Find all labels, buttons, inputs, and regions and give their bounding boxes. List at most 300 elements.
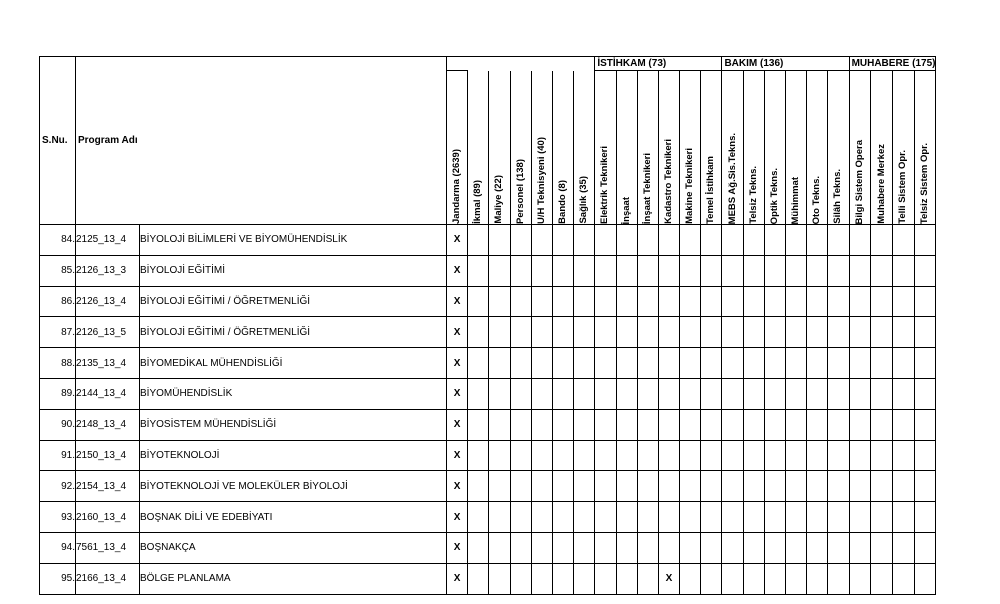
mark-cell [468,378,489,409]
column-header-label: Jandarma (2639) [451,149,463,224]
mark-cell [893,378,915,409]
mark-cell [914,378,936,409]
mark-cell [552,440,573,471]
column-header-label: Personel (138) [514,159,526,224]
mark-cell [574,409,595,440]
mark-cell [764,317,785,348]
mark-cell [743,348,764,379]
column-header-11 [680,71,701,225]
mark-cell [680,471,701,502]
mark-cell [680,502,701,533]
column-header-13 [722,71,743,225]
mark-cell [574,532,595,563]
table-row [40,471,936,502]
mark-cell [743,317,764,348]
group-header-2: MUHABERE (175) [849,57,936,71]
mark-cell [510,286,531,317]
mark-cell [574,225,595,256]
mark-cell [468,286,489,317]
mark-cell [701,317,722,348]
mark-cell [828,225,849,256]
column-header-16 [786,71,807,225]
program-name: BOŞNAK DİLİ VE EDEBİYATI [140,502,447,533]
mark-cell [637,286,658,317]
mark-cell [871,317,893,348]
mark-cell [722,440,743,471]
program-name: BİYOSİSTEM MÜHENDİSLİĞİ [140,409,447,440]
row-number: 87. [40,317,76,348]
mark-cell [722,255,743,286]
program-name: BİYOMEDİKAL MÜHENDİSLİĞİ [140,348,447,379]
mark-cell [914,286,936,317]
mark-cell [510,255,531,286]
mark-cell [574,471,595,502]
mark-cell [489,409,510,440]
mark-cell [616,563,637,594]
column-header-label: Bilgi Sistem Opera [853,139,865,224]
group-header-blank [447,57,595,71]
mark-cell [701,563,722,594]
mark-cell [807,286,828,317]
table-row [40,378,936,409]
program-code: 2166_13_4 [76,563,140,594]
column-header-label: İnşaat [620,196,632,224]
mark-cell [701,255,722,286]
mark-cell [595,409,616,440]
mark-cell [807,502,828,533]
program-name: BİYOLOJİ EĞİTİMİ [140,255,447,286]
mark-cell [616,286,637,317]
mark-cell [786,563,807,594]
mark-cell [786,317,807,348]
mark-cell [680,348,701,379]
mark-cell-checked: X [447,502,468,533]
mark-cell [637,225,658,256]
column-header-4 [531,71,552,225]
program-code: 2150_13_4 [76,440,140,471]
mark-cell [764,255,785,286]
mark-cell [722,348,743,379]
row-number: 91. [40,440,76,471]
mark-cell [871,225,893,256]
column-header-label: Telsiz Tekns. [747,166,759,224]
mark-cell [468,317,489,348]
mark-cell-checked: X [447,317,468,348]
mark-cell [722,317,743,348]
mark-cell [764,286,785,317]
mark-cell [552,348,573,379]
mark-cell [764,225,785,256]
column-header-label: İkmal (89) [472,180,484,224]
mark-cell [828,348,849,379]
program-name: BİYOLOJİ EĞİTİMİ / ÖĞRETMENLİĞİ [140,317,447,348]
mark-cell [531,532,552,563]
row-number: 95. [40,563,76,594]
mark-cell-checked: X [447,225,468,256]
mark-cell [658,378,679,409]
mark-cell [658,286,679,317]
mark-cell [680,532,701,563]
column-header-label: Optik Tekns. [768,167,780,224]
program-code: 7561_13_4 [76,532,140,563]
mark-cell [489,286,510,317]
column-header-18 [828,71,849,225]
mark-cell [468,471,489,502]
mark-cell-checked: X [447,378,468,409]
mark-cell [786,502,807,533]
mark-cell [468,225,489,256]
mark-cell [658,471,679,502]
mark-cell [510,502,531,533]
mark-cell [807,532,828,563]
mark-cell [574,255,595,286]
mark-cell [871,409,893,440]
mark-cell [849,502,871,533]
mark-cell [893,440,915,471]
program-name: BÖLGE PLANLAMA [140,563,447,594]
mark-cell-checked: X [447,563,468,594]
mark-cell [552,532,573,563]
mark-cell [489,471,510,502]
mark-cell [893,409,915,440]
mark-cell [595,532,616,563]
mark-cell [828,317,849,348]
mark-cell [786,471,807,502]
mark-cell [828,563,849,594]
mark-cell [595,286,616,317]
row-number: 89. [40,378,76,409]
column-header-label: Temel İstihkam [705,156,717,224]
mark-cell [637,471,658,502]
mark-cell [849,563,871,594]
mark-cell [786,286,807,317]
mark-cell [595,471,616,502]
column-header-label: Telli Sistem Opr. [897,150,909,224]
table-row [40,348,936,379]
mark-cell [680,409,701,440]
program-code: 2135_13_4 [76,348,140,379]
mark-cell [552,255,573,286]
mark-cell [871,378,893,409]
mark-cell [893,471,915,502]
program-code: 2148_13_4 [76,409,140,440]
mark-cell [849,348,871,379]
program-name-header: Program Adı [76,57,447,225]
mark-cell [849,471,871,502]
mark-cell [701,225,722,256]
mark-cell [489,563,510,594]
mark-cell [914,563,936,594]
mark-cell [828,471,849,502]
mark-cell [786,532,807,563]
program-name: BOŞNAKÇA [140,532,447,563]
table-row [40,502,936,533]
mark-cell [574,502,595,533]
mark-cell [616,532,637,563]
mark-cell [764,532,785,563]
mark-cell [807,255,828,286]
mark-cell [743,471,764,502]
mark-cell [871,563,893,594]
mark-cell [468,348,489,379]
mark-cell [531,348,552,379]
mark-cell-checked: X [658,563,679,594]
mark-cell [914,317,936,348]
mark-cell [468,563,489,594]
column-header-label: Silâh Tekns. [832,169,844,224]
mark-cell [722,563,743,594]
mark-cell [510,225,531,256]
mark-cell [468,409,489,440]
mark-cell [828,378,849,409]
column-header-9 [637,71,658,225]
sno-header: S.Nu. [40,57,76,225]
mark-cell [828,440,849,471]
mark-cell [849,225,871,256]
program-code: 2154_13_4 [76,471,140,502]
row-number: 94. [40,532,76,563]
mark-cell [574,348,595,379]
column-header-label: Muhabere Merkez [875,144,887,224]
column-header-17 [807,71,828,225]
mark-cell [893,532,915,563]
mark-cell [807,440,828,471]
mark-cell [574,378,595,409]
mark-cell [510,563,531,594]
mark-cell [807,225,828,256]
program-code: 2126_13_5 [76,317,140,348]
mark-cell [893,225,915,256]
mark-cell [743,532,764,563]
mark-cell [595,563,616,594]
mark-cell [510,440,531,471]
mark-cell [680,563,701,594]
column-header-label: İnşaat Teknikeri [641,152,653,224]
column-header-21 [893,71,915,225]
mark-cell [489,532,510,563]
column-header-3 [510,71,531,225]
mark-cell [595,317,616,348]
table-row [40,255,936,286]
table-row [40,286,936,317]
column-header-label: Mühimmat [790,176,802,224]
mark-cell [722,471,743,502]
row-number: 86. [40,286,76,317]
mark-cell [531,563,552,594]
mark-cell [510,378,531,409]
mark-cell [743,440,764,471]
mark-cell [680,440,701,471]
mark-cell [574,286,595,317]
column-header-12 [701,71,722,225]
mark-cell [849,255,871,286]
mark-cell [764,378,785,409]
program-name: BİYOTEKNOLOJİ VE MOLEKÜLER BİYOLOJİ [140,471,447,502]
mark-cell [871,532,893,563]
mark-cell [637,440,658,471]
column-header-22 [914,71,936,225]
mark-cell-checked: X [447,532,468,563]
column-header-20 [871,71,893,225]
mark-cell [914,409,936,440]
mark-cell-checked: X [447,409,468,440]
column-header-8 [616,71,637,225]
mark-cell [574,563,595,594]
mark-cell [807,348,828,379]
table-row [40,563,936,594]
mark-cell [658,348,679,379]
column-header-5 [552,71,573,225]
column-header-0 [447,71,468,225]
mark-cell [552,471,573,502]
mark-cell [914,440,936,471]
mark-cell [531,502,552,533]
column-header-label: Bando (8) [557,180,569,224]
mark-cell [828,255,849,286]
mark-cell [468,532,489,563]
mark-cell [552,409,573,440]
mark-cell [764,440,785,471]
mark-cell [468,440,489,471]
mark-cell [510,317,531,348]
mark-cell [574,440,595,471]
mark-cell [595,440,616,471]
mark-cell [807,378,828,409]
program-code: 2126_13_4 [76,286,140,317]
mark-cell [743,378,764,409]
mark-cell [616,502,637,533]
mark-cell [807,471,828,502]
mark-cell [531,255,552,286]
mark-cell [595,378,616,409]
row-number: 90. [40,409,76,440]
mark-cell [616,378,637,409]
row-number: 92. [40,471,76,502]
mark-cell [489,440,510,471]
mark-cell [786,225,807,256]
column-header-label: Telsiz Sistem Opr. [919,142,931,224]
mark-cell [552,563,573,594]
mark-cell [637,532,658,563]
mark-cell [531,471,552,502]
mark-cell [658,440,679,471]
mark-cell [658,409,679,440]
mark-cell [828,502,849,533]
mark-cell [637,378,658,409]
mark-cell [871,471,893,502]
table-row [40,225,936,256]
mark-cell [595,348,616,379]
mark-cell [637,502,658,533]
column-header-7 [595,71,616,225]
column-header-label: Oto Tekns. [811,175,823,224]
mark-cell [893,563,915,594]
column-header-2 [489,71,510,225]
mark-cell [701,378,722,409]
mark-cell [764,409,785,440]
mark-cell [468,502,489,533]
mark-cell [552,286,573,317]
mark-cell [849,532,871,563]
mark-cell-checked: X [447,348,468,379]
mark-cell [893,317,915,348]
mark-cell [658,225,679,256]
column-header-10 [658,71,679,225]
mark-cell [552,502,573,533]
mark-cell [637,563,658,594]
mark-cell [743,502,764,533]
mark-cell [871,440,893,471]
column-header-19 [849,71,871,225]
mark-cell [552,225,573,256]
program-code: 2144_13_4 [76,378,140,409]
mark-cell [871,286,893,317]
mark-cell [595,225,616,256]
mark-cell [680,225,701,256]
mark-cell [489,317,510,348]
mark-cell [616,348,637,379]
table-row [40,532,936,563]
mark-cell [722,409,743,440]
column-header-1 [468,71,489,225]
mark-cell [616,409,637,440]
mark-cell [786,409,807,440]
mark-cell [701,286,722,317]
mark-cell [764,502,785,533]
mark-cell [722,286,743,317]
mark-cell [701,471,722,502]
program-code: 2160_13_4 [76,502,140,533]
mark-cell [786,255,807,286]
mark-cell [914,255,936,286]
mark-cell [743,225,764,256]
mark-cell [701,502,722,533]
mark-cell [743,286,764,317]
row-number: 88. [40,348,76,379]
column-header-label: Maliye (22) [493,175,505,224]
mark-cell [871,348,893,379]
mark-cell [914,471,936,502]
column-header-label: Elektrik Teknikeri [599,146,611,224]
mark-cell [637,317,658,348]
mark-cell [722,532,743,563]
mark-cell [701,348,722,379]
group-header-row [40,57,936,71]
group-header-0: İSTİHKAM (73) [595,57,722,71]
mark-cell [893,286,915,317]
table-row [40,440,936,471]
mark-cell [871,255,893,286]
mark-cell [658,255,679,286]
mark-cell [807,317,828,348]
mark-cell [616,255,637,286]
mark-cell [764,348,785,379]
mark-cell [849,286,871,317]
mark-cell [786,378,807,409]
mark-cell [531,378,552,409]
mark-cell [658,502,679,533]
mark-cell [531,440,552,471]
mark-cell [489,502,510,533]
mark-cell [849,378,871,409]
mark-cell [658,317,679,348]
mark-cell [828,409,849,440]
mark-cell [637,255,658,286]
column-header-label: U/H Teknisyeni (40) [535,137,547,224]
row-number: 85. [40,255,76,286]
mark-cell [489,225,510,256]
mark-cell [531,409,552,440]
